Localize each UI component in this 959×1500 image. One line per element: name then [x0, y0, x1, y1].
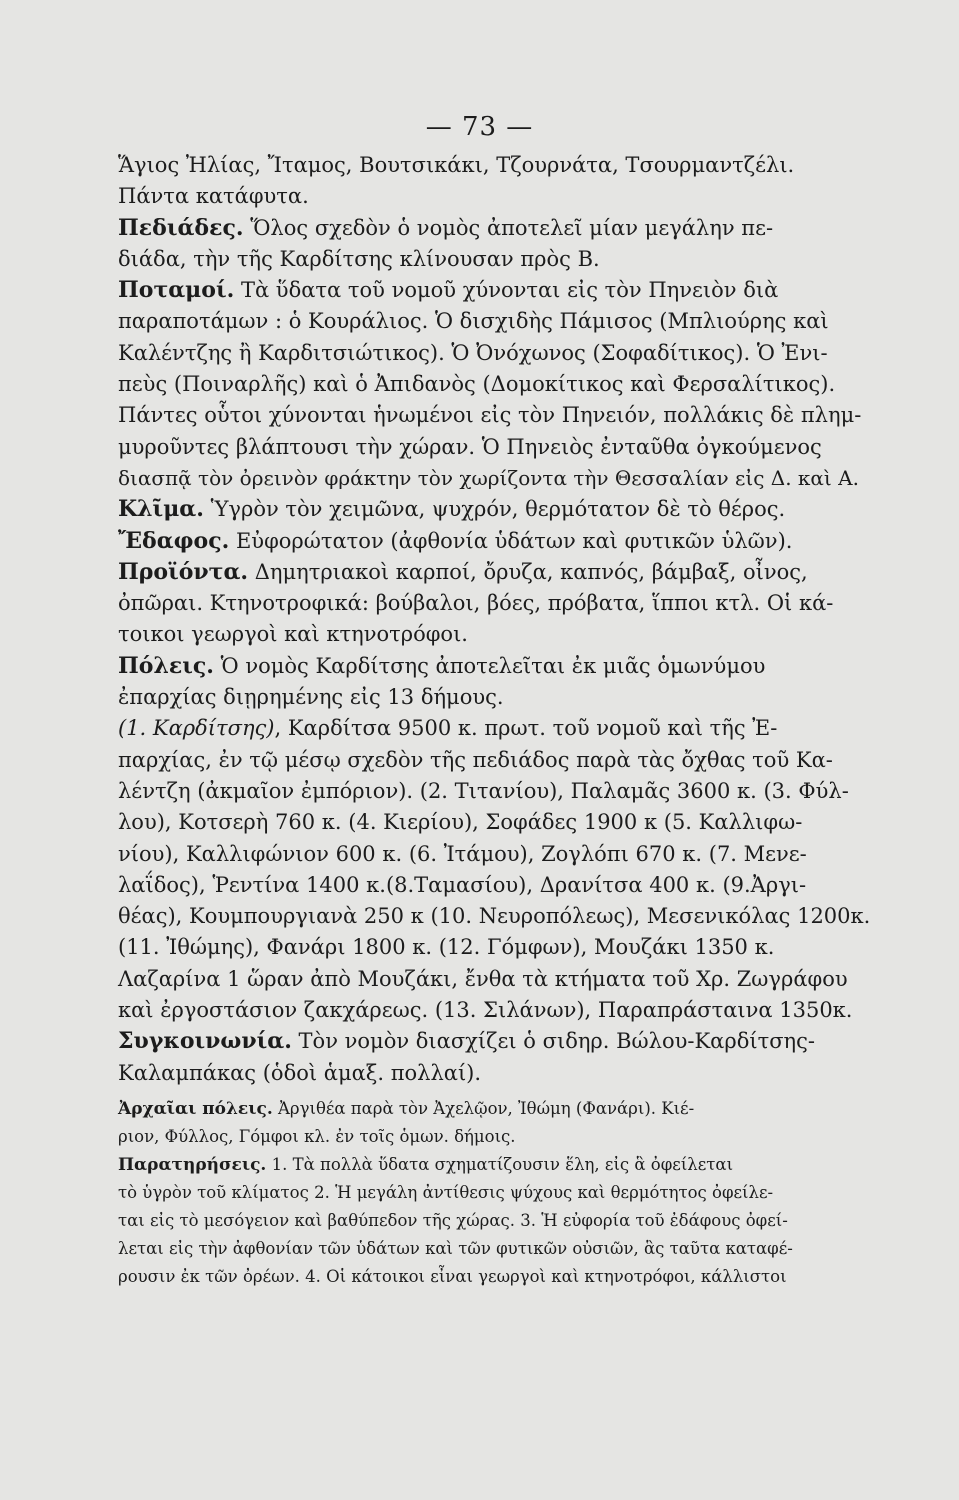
- text-line: [118, 588, 876, 619]
- text-line: [118, 463, 876, 494]
- line-text: Λαζαρίνα 1 ὥραν ἀπὸ Μουζάκι, ἔνθα τὰ κτήματα τοῦ Χρ. Ζωγράφου: [118, 966, 848, 991]
- line-text: 1. Τὰ πολλὰ ὕδατα σχηματίζουσιν ἕλη, εἰς ἃ ὀφείλεται: [266, 1154, 734, 1174]
- note-line: [118, 1179, 876, 1207]
- text-line: [118, 932, 876, 963]
- section-heading: Ἔδαφος.: [118, 527, 230, 554]
- line-text: τὸ ὑγρὸν τοῦ κλίματος 2. Ἡ μεγάλη ἀντίθεσις ψύχους καὶ θερμότητος ὀφείλε-: [118, 1182, 774, 1202]
- line-text: λου), Κοτσερὴ 760 κ. (4. Κιερίου), Σοφάδες 1900 κ (5. Καλλιφω-: [118, 810, 803, 835]
- section-heading: Πόλεις.: [118, 652, 214, 679]
- body-text: [118, 150, 876, 1291]
- line-text: Ὑγρὸν τὸν χειμῶνα, ψυχρόν, θερμότατον δὲ τὸ θέρος.: [203, 497, 786, 522]
- text-line: [118, 995, 876, 1026]
- line-text: Τὸν νομὸν διασχίζει ὁ σιδηρ. Βώλου-Καρδίτσης-: [291, 1029, 815, 1054]
- text-line: [118, 1058, 876, 1089]
- text-line: [118, 306, 876, 337]
- district-name: (1. Καρδίτσης): [118, 716, 275, 741]
- note-line: [118, 1207, 876, 1235]
- line-text: Πάντα κατάφυτα.: [118, 184, 309, 209]
- text-line: [118, 745, 876, 776]
- line-text: ριον, Φύλλος, Γόμφοι κλ. ἐν τοῖς ὁμων. δήμοις.: [118, 1126, 516, 1146]
- text-line: [118, 369, 876, 400]
- section-heading: Πεδιάδες.: [118, 214, 244, 241]
- text-line: [118, 651, 876, 682]
- text-line: [118, 682, 876, 713]
- line-text: (11. Ἰθώμης), Φανάρι 1800 κ. (12. Γόμφων), Μουζάκι 1350 κ.: [118, 935, 775, 960]
- text-line: [118, 213, 876, 244]
- line-text: Ἀργιθέα παρὰ τὸν Ἀχελῷον, Ἰθώμη (Φανάρι). Κιέ-: [272, 1098, 695, 1118]
- line-text: τοικοι γεωργοὶ καὶ κτηνοτρόφοι.: [118, 622, 468, 647]
- section-heading: Κλῖμα.: [118, 496, 204, 523]
- line-text: νίου), Καλλιφώνιον 600 κ. (6. Ἰτάμου), Ζογλόπι 670 κ. (7. Μενε-: [118, 841, 807, 866]
- line-text: καὶ ἐργοστάσιον ζακχάρεως. (13. Σιλάνων), Παραπράσταινα 1350κ.: [118, 998, 853, 1023]
- section-heading: Παρατηρήσεις.: [118, 1154, 267, 1175]
- line-text: Ὅλος σχεδὸν ὁ νομὸς ἀποτελεῖ μίαν μεγάλην πε-: [243, 215, 774, 240]
- section-heading: Προϊόντα.: [118, 558, 249, 585]
- line-text: πεὺς (Ποιναρλῆς) καὶ ὁ Ἀπιδανὸς (Δομοκίτικος καὶ Φερσαλίτικος).: [118, 372, 836, 397]
- note-line: [118, 1263, 876, 1291]
- text-line: [118, 1026, 876, 1057]
- line-text: ὀπῶραι. Κτηνοτροφικά: βούβαλοι, βόες, πρόβατα, ἵπποι κτλ. Οἱ κά-: [118, 591, 834, 616]
- line-text: Ὁ νομὸς Καρδίτσης ἀποτελεῖται ἐκ μιᾶς ὁμωνύμου: [213, 653, 766, 678]
- section-heading: Ἀρχαῖαι πόλεις.: [118, 1098, 273, 1119]
- text-line: [118, 181, 876, 212]
- text-line: [118, 713, 876, 744]
- line-text: Δημητριακοὶ καρποί, ὄρυζα, καπνός, βάμβαξ, οἶνος,: [248, 559, 808, 584]
- line-text: παρχίας, ἐν τῷ μέσῳ σχεδὸν τῆς πεδιάδος παρὰ τὰς ὄχθας τοῦ Κα-: [118, 747, 833, 772]
- section-heading: Ποταμοί.: [118, 277, 235, 304]
- text-line: [118, 244, 876, 275]
- text-line: [118, 619, 876, 650]
- line-text: διάδα, τὴν τῆς Καρδίτσης κλίνουσαν πρὸς Β.: [118, 246, 600, 271]
- line-text: λέντζη (ἀκμαῖον ἐμπόριον). (2. Τιτανίου), Παλαμᾶς 3600 κ. (3. Φύλ-: [118, 778, 849, 803]
- text-line: [118, 557, 876, 588]
- line-text: λαΐδος), Ῥεντίνα 1400 κ.(8.Ταμασίου), Δρανίτσα 400 κ. (9.Ἀργι-: [118, 872, 807, 897]
- text-line: [118, 870, 876, 901]
- line-text: Ἅγιος Ἠλίας, Ἴταμος, Βουτσικάκι, Τζουρνάτα, Τσουρμαντζέλι.: [118, 153, 795, 177]
- line-text: Τὰ ὕδατα τοῦ νομοῦ χύνονται εἰς τὸν Πηνειὸν διὰ: [234, 278, 779, 303]
- line-text: ρουσιν ἐκ τῶν ὀρέων. 4. Οἱ κάτοικοι εἶναι γεωργοὶ καὶ κτηνοτρόφοι, κάλλιστοι: [118, 1266, 787, 1286]
- text-line: [118, 526, 876, 557]
- page-number: — 73 —: [425, 112, 534, 142]
- line-text: λεται εἰς τὴν ἀφθονίαν τῶν ὑδάτων καὶ τῶν φυτικῶν οὐσιῶν, ἃς ταῦτα καταφέ-: [118, 1238, 793, 1258]
- text-line: [118, 275, 876, 306]
- line-text: ἐπαρχίας διῃρημένης εἰς 13 δήμους.: [118, 685, 504, 710]
- line-text: Πάντες οὗτοι χύνονται ἡνωμένοι εἰς τὸν Πηνειόν, πολλάκις δὲ πλημ-: [118, 403, 862, 428]
- text-line: [118, 338, 876, 369]
- note-line: [118, 1235, 876, 1263]
- text-line: [118, 964, 876, 995]
- text-line: [118, 494, 876, 525]
- text-line: [118, 150, 876, 181]
- line-text: μυροῦντες βλάπτουσι τὴν χώραν. Ὁ Πηνειὸς ἐνταῦθα ὀγκούμενος: [118, 434, 822, 459]
- section-heading: Συγκοινωνία.: [118, 1028, 292, 1055]
- line-text: Καλέντζης ἢ Καρδιτσιώτικος). Ὁ Ὀνόχωνος (Σοφαδίτικος). Ὁ Ἐνι-: [118, 340, 828, 365]
- note-line: [118, 1151, 876, 1179]
- text-line: [118, 807, 876, 838]
- line-text: Εὐφορώτατον (ἀφθονία ὑδάτων καὶ φυτικῶν ὑλῶν).: [229, 528, 793, 553]
- line-text: Καλαμπάκας (ὁδοὶ ἁμαξ. πολλαί).: [118, 1060, 482, 1085]
- text-line: [118, 400, 876, 431]
- line-text: παραποτάμων : ὁ Κουράλιος. Ὁ δισχιδὴς Πάμισος (Μπλιούρης καὶ: [118, 309, 829, 334]
- text-line: [118, 776, 876, 807]
- line-text: θέας), Κουμπουργιανὰ 250 κ (10. Νευροπόλεως), Μεσενικόλας 1200κ.: [118, 904, 871, 929]
- text-line: [118, 901, 876, 932]
- text-line: [118, 432, 876, 463]
- line-text: ται εἰς τὸ μεσόγειον καὶ βαθύπεδον τῆς χώρας. 3. Ἡ εὐφορία τοῦ ἐδάφους ὀφεί-: [118, 1210, 788, 1230]
- note-line: [118, 1123, 876, 1151]
- note-line: [118, 1095, 876, 1123]
- text-line: [118, 839, 876, 870]
- line-text: , Καρδίτσα 9500 κ. πρωτ. τοῦ νομοῦ καὶ τῆς Ἐ-: [274, 716, 778, 741]
- line-text: διασπᾷ τὸν ὀρεινὸν φράκτην τὸν χωρίζοντα τὴν Θεσσαλίαν εἰς Δ. καὶ Α.: [118, 465, 859, 490]
